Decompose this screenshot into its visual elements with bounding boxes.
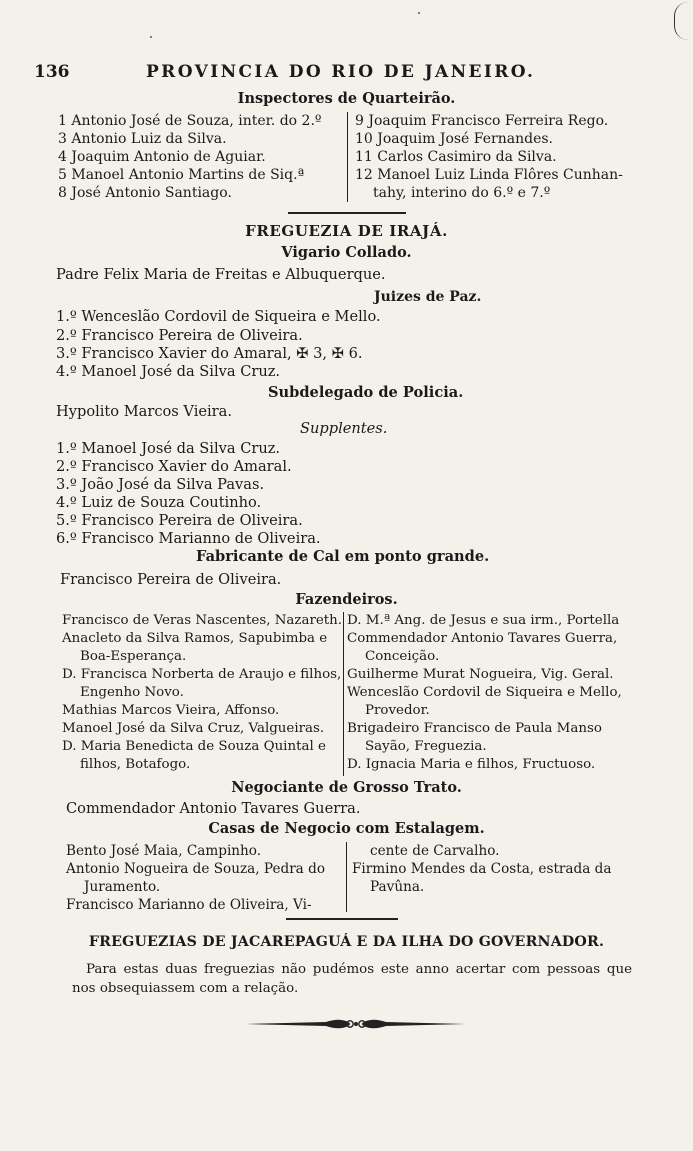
inspectores-left-column [58,112,338,202]
list-item: 4.º Manoel José da Silva Cruz. [56,363,281,380]
list-item: 6.º Francisco Marianno de Oliveira. [56,530,321,547]
list-item: Manoel José da Silva Cruz, Valgueiras. [62,721,325,736]
list-item: Brigadeiro Francisco de Paula Manso [347,721,602,736]
column-divider [347,112,348,202]
list-item: 3.º Francisco Xavier do Amaral, ✠ 3, ✠ 6. [56,345,363,362]
freguezia-title: FREGUEZIA DE IRAJÁ. [245,222,448,240]
list-item: Firmino Mendes da Costa, estrada da [352,861,612,877]
fazendeiros-title: Fazendeiros. [295,591,398,608]
fabricante-title: Fabricante de Cal em ponto grande. [196,548,490,565]
list-item: 5.º Francisco Pereira de Oliveira. [56,512,303,529]
list-item: 1 Antonio José de Souza, inter. do 2.º [58,113,322,129]
list-item: 4 Joaquim Antonio de Aguiar. [58,149,266,165]
list-item: Bento José Maia, Campinho. [66,843,262,859]
running-header [34,62,664,86]
subdelegado-title: Subdelegado de Policia. [268,384,464,401]
list-item: cente de Carvalho. [370,843,500,859]
outras-freguezias-title: FREGUEZIAS DE JACAREPAGUÁ E DA ILHA DO GOVERNADOR. [88,934,605,950]
section-rule [286,918,398,920]
vigario-name: Padre Felix Maria de Freitas e Albuquerque. [56,266,386,283]
list-item: 10 Joaquim José Fernandes. [355,131,553,147]
list-item: D. Maria Benedicta de Souza Quintal e [62,739,326,754]
fabricante-name: Francisco Pereira de Oliveira. [60,571,282,588]
list-item: 2.º Francisco Pereira de Oliveira. [56,327,303,344]
page-number: 136 [34,62,70,82]
list-item: Wenceslão Cordovil de Siqueira e Mello, [347,685,622,700]
column-divider [343,612,344,776]
inspectores-title: Inspectores de Quarteirão. [237,90,456,107]
negociante-name: Commendador Antonio Tavares Guerra. [66,800,361,817]
list-item: 5 Manoel Antonio Martins de Siq.ª [58,167,305,183]
running-head: PROVINCIA DO RIO DE JANEIRO. [146,62,536,82]
list-item: Engenho Novo. [80,685,184,700]
casas-left-column [66,842,344,914]
list-item: Guilherme Murat Nogueira, Vig. Geral. [347,667,614,682]
vigario-title: Vigario Collado. [281,244,412,261]
list-item: Francisco Marianno de Oliveira, Vi- [66,897,312,913]
fazendeiros-left-column [62,612,342,774]
speck [418,12,420,14]
negociante-title: Negociante de Grosso Trato. [231,779,462,796]
list-item: 1.º Manoel José da Silva Cruz. [56,440,281,457]
list-item: D. Ignacia Maria e filhos, Fructuoso. [347,757,596,772]
margin-mark [674,2,689,40]
speck [150,36,152,38]
supplentes-title: Supplentes. [300,420,388,437]
list-item: 3.º João José da Silva Pavas. [56,476,265,493]
list-item: tahy, interino do 6.º e 7.º [373,185,551,201]
casas-right-column [352,842,642,896]
juizes-title: Juizes de Paz. [374,289,482,305]
list-item: 8 José Antonio Santiago. [58,185,232,201]
list-item: Antonio Nogueira de Souza, Pedra do [66,861,325,877]
list-item: Sayão, Freguezia. [365,739,487,754]
fazendeiros-right-column [347,612,647,774]
list-item: D. Francisca Norberta de Araujo e filhos, [62,667,342,682]
list-item: Francisco de Veras Nascentes, Nazareth. [62,613,343,628]
list-item: 3 Antonio Luiz da Silva. [58,131,227,147]
list-item: 4.º Luiz de Souza Coutinho. [56,494,262,511]
list-item: 11 Carlos Casimiro da Silva. [355,149,557,165]
list-item: Mathias Marcos Vieira, Affonso. [62,703,280,718]
list-item: 12 Manoel Luiz Linda Flôres Cunhan- [355,167,623,183]
list-item: filhos, Botafogo. [80,757,191,772]
inspectores-right-column [355,112,655,202]
list-item: 1.º Wenceslão Cordovil de Siqueira e Mello. [56,308,381,325]
list-item: Anacleto da Silva Ramos, Sapubimba e [62,631,328,646]
column-divider [346,842,347,912]
list-item: D. M.ª Ang. de Jesus e sua irm., Portella [347,613,620,628]
tailpiece-ornament [246,1017,466,1031]
list-item: 9 Joaquim Francisco Ferreira Rego. [355,113,609,129]
list-item: Conceição. [365,649,440,664]
list-item: Juramento. [84,879,161,895]
section-rule [288,212,406,214]
list-item: Pavûna. [370,879,425,895]
list-item: Commendador Antonio Tavares Guerra, [347,631,618,646]
list-item: Provedor. [365,703,430,718]
outras-freguezias-note: Para estas duas freguezias não pudémos este anno acertar com pessoas que nos obsequiassem com a relação. [72,962,632,996]
subdelegado-name: Hypolito Marcos Vieira. [56,403,233,420]
casas-title: Casas de Negocio com Estalagem. [208,820,485,837]
list-item: 2.º Francisco Xavier do Amaral. [56,458,292,475]
list-item: Boa-Esperança. [80,649,187,664]
